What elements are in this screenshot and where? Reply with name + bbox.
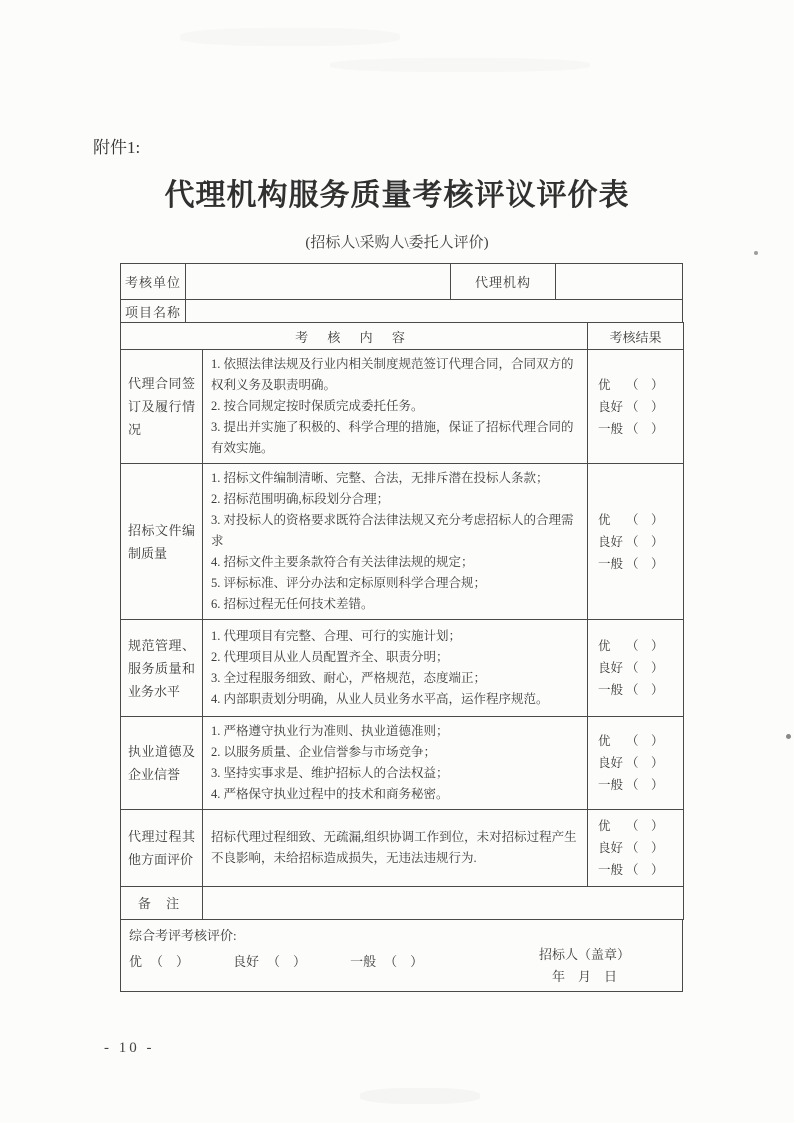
rating-cell bbox=[588, 350, 684, 464]
info-table bbox=[120, 263, 683, 323]
rating-label: 优 bbox=[598, 512, 611, 527]
rating-option-excellent bbox=[598, 730, 683, 752]
rating-cell bbox=[588, 620, 684, 717]
rating-blank-parens: （ ） bbox=[626, 734, 664, 748]
rating-option-excellent bbox=[598, 509, 683, 531]
criteria-item: 5. 评标标准、评分办法和定标原则科学合理合规； bbox=[211, 576, 487, 590]
rating-label: 一般 bbox=[598, 683, 624, 697]
criteria-item: 3. 全过程服务细致、耐心，严格规范，态度端正； bbox=[211, 671, 487, 685]
scan-noise bbox=[360, 1088, 480, 1104]
category-label: 规范管理、服务质量和业务水平 bbox=[121, 620, 203, 717]
rating-blank-parens: （ ） bbox=[626, 377, 664, 392]
evaluation-table bbox=[120, 322, 684, 920]
rating-label: 良好 bbox=[598, 399, 624, 414]
category-label: 招标文件编制质量 bbox=[121, 464, 203, 620]
rating-blank-parens: （ ） bbox=[626, 399, 664, 414]
rating-label: 一般 bbox=[598, 863, 624, 877]
criteria-item: 2. 招标范围明确,标段划分合理； bbox=[211, 492, 390, 506]
rating-option-excellent bbox=[598, 374, 683, 396]
remark-label: 备 注 bbox=[121, 887, 203, 920]
category-label: 代理合同签订及履行情况 bbox=[121, 350, 203, 464]
category-label: 执业道德及企业信誉 bbox=[121, 717, 203, 810]
overall-evaluation-section bbox=[120, 919, 683, 992]
rating-cell bbox=[588, 810, 684, 887]
criteria-item: 4. 严格保守执业过程中的技术和商务秘密。 bbox=[211, 787, 449, 801]
criteria-item: 3. 坚持实事求是、维护招标人的合法权益； bbox=[211, 766, 449, 780]
criteria-item: 1. 招标文件编制清晰、完整、合法，无排斥潜在投标人条款； bbox=[211, 471, 549, 485]
criteria-item: 1. 严格遵守执业行为准则、执业道德准则； bbox=[211, 724, 449, 738]
attachment-label: 附件1: bbox=[93, 138, 141, 157]
remark-row bbox=[121, 887, 684, 920]
rating-label: 优 bbox=[598, 734, 611, 748]
rating-label: 良好 bbox=[233, 954, 260, 969]
rating-label: 优 bbox=[598, 819, 611, 833]
rating-option-good bbox=[598, 837, 683, 859]
rating-label: 一般 bbox=[598, 421, 624, 436]
rating-label: 良好 bbox=[598, 534, 624, 549]
signature-block bbox=[539, 944, 630, 988]
rating-blank-parens: （ ） bbox=[384, 954, 424, 969]
rating-option-excellent bbox=[129, 951, 189, 970]
rating-option-excellent bbox=[598, 635, 683, 657]
rating-blank-parens: （ ） bbox=[626, 512, 664, 527]
criteria-cell bbox=[203, 464, 588, 620]
rating-label: 一般 bbox=[598, 778, 624, 792]
category-label: 代理过程其他方面评价 bbox=[121, 810, 203, 887]
page-subtitle: (招标人\采购人\委托人评价) bbox=[305, 235, 489, 251]
rating-cell bbox=[588, 717, 684, 810]
rating-option-good bbox=[233, 951, 306, 970]
rating-blank-parens: （ ） bbox=[267, 954, 307, 969]
rating-blank-parens: （ ） bbox=[626, 421, 664, 436]
rating-option-good bbox=[598, 752, 683, 774]
table-row bbox=[121, 717, 684, 810]
rating-blank-parens: （ ） bbox=[150, 954, 190, 969]
rating-option-average bbox=[350, 951, 423, 970]
criteria-cell bbox=[203, 350, 588, 464]
criteria-item: 2. 代理项目从业人员配置齐全、职责分明； bbox=[211, 650, 449, 664]
assess-unit-label: 考核单位 bbox=[121, 264, 186, 300]
rating-blank-parens: （ ） bbox=[626, 841, 664, 855]
page-number: - 10 - bbox=[104, 1040, 155, 1056]
rating-label: 良好 bbox=[598, 756, 624, 770]
criteria-item: 6. 招标过程无任何技术差错。 bbox=[211, 597, 374, 611]
seal-label: 招标人（盖章） bbox=[538, 947, 630, 962]
rating-label: 良好 bbox=[598, 661, 624, 675]
table-row bbox=[121, 350, 684, 464]
rating-blank-parens: （ ） bbox=[626, 639, 664, 653]
agency-label: 代理机构 bbox=[451, 264, 556, 300]
content-header: 考 核 内 容 bbox=[121, 323, 588, 350]
date-label: 年 月 日 bbox=[551, 969, 617, 984]
rating-label: 一般 bbox=[598, 556, 624, 571]
rating-blank-parens: （ ） bbox=[626, 778, 664, 792]
rating-label: 优 bbox=[598, 377, 611, 392]
project-name-label: 项目名称 bbox=[121, 300, 186, 323]
page-title: 代理机构服务质量考核评议评价表 bbox=[164, 179, 630, 212]
result-header: 考核结果 bbox=[588, 323, 684, 350]
criteria-cell bbox=[203, 810, 588, 887]
evaluation-header-row bbox=[121, 323, 684, 350]
rating-label: 优 bbox=[598, 639, 611, 653]
rating-option-good bbox=[598, 531, 683, 553]
rating-option-average bbox=[598, 679, 683, 701]
rating-blank-parens: （ ） bbox=[626, 863, 664, 877]
agency-blank bbox=[556, 264, 683, 300]
rating-option-average bbox=[598, 418, 683, 440]
rating-blank-parens: （ ） bbox=[626, 556, 664, 571]
criteria-item: 1. 代理项目有完整、合理、可行的实施计划； bbox=[211, 629, 462, 643]
rating-label: 一般 bbox=[350, 954, 377, 969]
criteria-item: 3. 对投标人的资格要求既符合法律法规又充分考虑招标人的合理需求 bbox=[211, 513, 574, 548]
criteria-item: 1. 依照法律法规及行业内相关制度规范签订代理合同，合同双方的权利义务及职责明确。 bbox=[211, 357, 574, 392]
evaluation-form bbox=[120, 263, 683, 992]
overall-evaluation-label: 综合考评考核评价: bbox=[129, 928, 237, 943]
criteria-cell bbox=[203, 717, 588, 810]
scan-noise bbox=[330, 58, 590, 72]
criteria-item: 招标代理过程细致、无疏漏,组织协调工作到位，未对招标过程产生不良影响，未给招标造成损失，无违法违规行为. bbox=[211, 830, 577, 865]
criteria-item: 4. 内部职责划分明确，从业人员业务水平高，运作程序规范。 bbox=[211, 692, 549, 706]
rating-blank-parens: （ ） bbox=[626, 756, 664, 770]
criteria-cell bbox=[203, 620, 588, 717]
rating-option-average bbox=[598, 553, 683, 575]
rating-blank-parens: （ ） bbox=[626, 661, 664, 675]
rating-option-average bbox=[598, 859, 683, 881]
assess-unit-blank bbox=[186, 264, 451, 300]
rating-cell bbox=[588, 464, 684, 620]
rating-option-excellent bbox=[598, 815, 683, 837]
rating-option-good bbox=[598, 396, 683, 418]
rating-label: 良好 bbox=[598, 841, 624, 855]
criteria-item: 4. 招标文件主要条款符合有关法律法规的规定； bbox=[211, 555, 474, 569]
criteria-item: 2. 以服务质量、企业信誉参与市场竞争； bbox=[211, 745, 437, 759]
info-row-unit bbox=[121, 264, 683, 300]
criteria-item: 3. 提出并实施了积极的、科学合理的措施，保证了招标代理合同的有效实施。 bbox=[211, 420, 574, 455]
rating-blank-parens: （ ） bbox=[626, 534, 664, 549]
criteria-item: 2. 按合同规定按时保质完成委托任务。 bbox=[211, 399, 424, 413]
rating-blank-parens: （ ） bbox=[626, 683, 664, 697]
project-name-blank bbox=[186, 300, 683, 323]
scan-speck bbox=[786, 734, 791, 739]
remark-blank bbox=[203, 887, 684, 920]
scan-noise bbox=[180, 28, 400, 46]
table-row bbox=[121, 464, 684, 620]
rating-label: 优 bbox=[129, 954, 143, 969]
rating-option-good bbox=[598, 657, 683, 679]
rating-option-average bbox=[598, 774, 683, 796]
info-row-project bbox=[121, 300, 683, 323]
table-row bbox=[121, 810, 684, 887]
table-row bbox=[121, 620, 684, 717]
rating-blank-parens: （ ） bbox=[626, 819, 664, 833]
